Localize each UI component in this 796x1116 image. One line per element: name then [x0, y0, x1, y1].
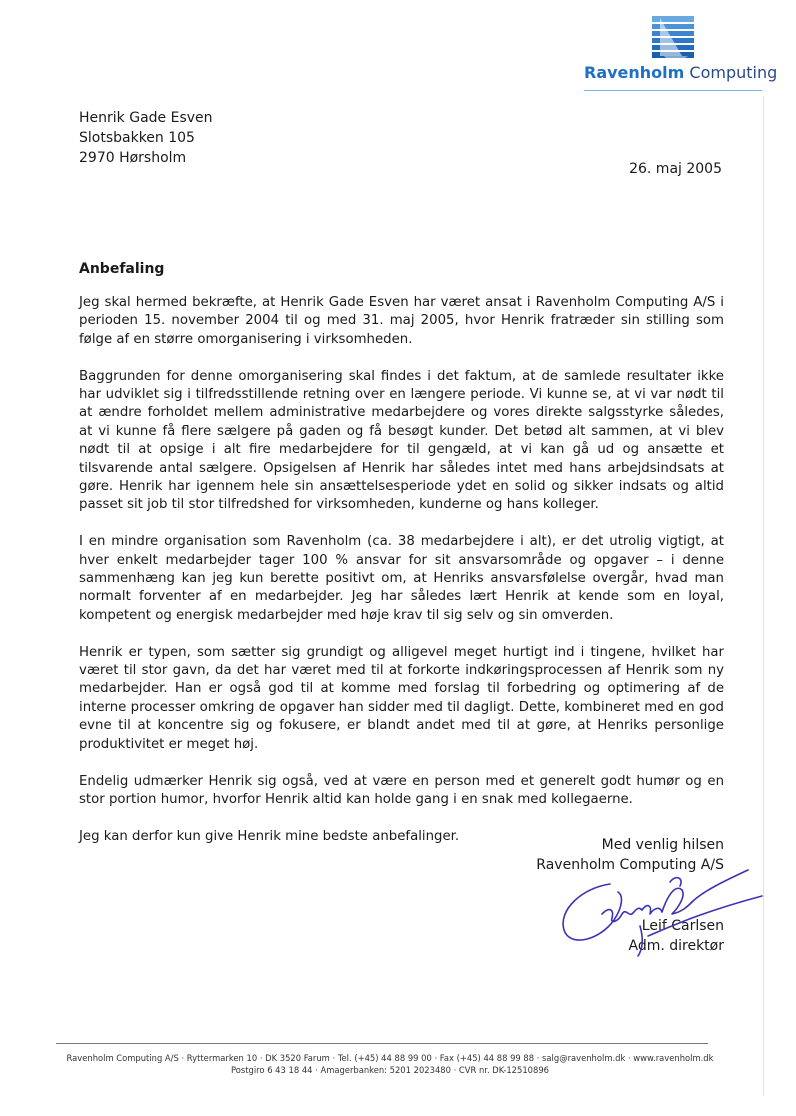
margin-rule	[763, 96, 764, 1096]
letter-date: 26. maj 2005	[629, 161, 722, 177]
footer-contact-line: Ravenholm Computing A/S · Ryttermarken 10 · DK 3520 Farum · Tel. (+45) 44 88 99 00 · Fax (+45) 44 88 99 88 · salg@ravenholm.dk · www.ravenholm.dk	[66, 1053, 714, 1063]
letter-body	[79, 294, 724, 865]
company-wordmark	[584, 63, 777, 82]
sailboat-stripes-logo-icon	[652, 16, 694, 60]
body-paragraph: Jeg skal hermed bekræfte, at Henrik Gade Esven har været ansat i Ravenholm Computing A/S i perioden 15. november 2004 til og med 31. maj 2005, hvor Henrik fratræder sin stilling som følge af en større omorganisering i virksomheden.	[79, 295, 724, 347]
company-logo	[584, 16, 778, 96]
recipient-street: Slotsbakken 105	[79, 130, 195, 146]
brand-name: Ravenholm	[584, 63, 685, 82]
recipient-name: Henrik Gade Esven	[79, 110, 213, 126]
body-paragraph: Henrik er typen, som sætter sig grundigt og alligevel meget hurtigt ind i tingene, hvilket har været til stor gavn, da det har været med til at forkorte indkøringsprocessen af Henrik som ny medarbejder. Han er også god til at komme med forslag til forbedring og optimering af de interne processer omkring de opgaver han sidder med til dagligt. Dette, kombineret med en god evne til at koncentre sig og fokusere, er blandt andet med til at gøre, at Henriks personlige produktivitet er meget høj.	[79, 644, 724, 752]
letter-subject: Anbefaling	[79, 261, 165, 277]
brand-suffix: Computing	[689, 63, 778, 82]
letter-closing	[536, 835, 724, 956]
body-paragraph: Baggrunden for denne omorganisering skal findes i det faktum, at de samlede resultater ikke har udviklet sig i tilfredsstillende retning over en længere periode. Vi kunne se, at vi var nødt til at ændre forholdet mellem administrative medarbejdere og vores direkte salgsstyrke således, at vi kunne få flere sælgere på gaden og få besøgt kunder. Det betød alt sammen, at vi blev nødt til at opsige i alt fire medarbejdere for til gengæld, at vi kan gå ud og ansætte et tilsvarende antal sælgere. Opsigelsen af Henrik har således intet med hans arbejdsindsats at gøre. Henrik har igennem hele sin ansættelsesperiode ydet en solid og sikker indsats og altid passet sit job til stor tilfredshed for virksomheden, kunderne og hans kolleger.	[79, 368, 724, 513]
letter-footer	[40, 1052, 740, 1076]
recipient-city: 2970 Hørsholm	[79, 150, 187, 166]
letterhead-divider	[584, 90, 762, 91]
recipient-address	[79, 108, 213, 168]
footer-bank-line: Postgiro 6 43 18 44 · Amagerbanken: 5201 2023480 · CVR nr. DK-12510896	[230, 1065, 549, 1075]
footer-divider	[56, 1043, 708, 1044]
closing-company: Ravenholm Computing A/S	[536, 857, 724, 873]
body-paragraph: I en mindre organisation som Ravenholm (ca. 38 medarbejdere i alt), er det utrolig vigtigt, at hver enkelt medarbejder tager 100 % ansvar for sit ansvarsområde og opgaver – i denne sammenhæng kan jeg kun berette positivt om, at Henriks ansvarsfølelse overgår, hvad man normalt forventer af en medarbejder. Jeg har således lært Henrik at kende som en loyal, kompetent og energisk medarbejder med høje krav til sig selv og sin omverden.	[79, 534, 724, 623]
body-paragraph: Endelig udmærker Henrik sig også, ved at være en person med et generelt godt humør og en stor portion humor, hvorfor Henrik altid kan holde gang i en snak med kollegaerne.	[79, 773, 724, 807]
signer-name: Leif Carlsen	[641, 918, 724, 934]
signer-title: Adm. direktør	[628, 938, 724, 954]
closing-greeting: Med venlig hilsen	[601, 837, 724, 853]
body-paragraph: Jeg kan derfor kun give Henrik mine bedste anbefalinger.	[79, 828, 460, 844]
